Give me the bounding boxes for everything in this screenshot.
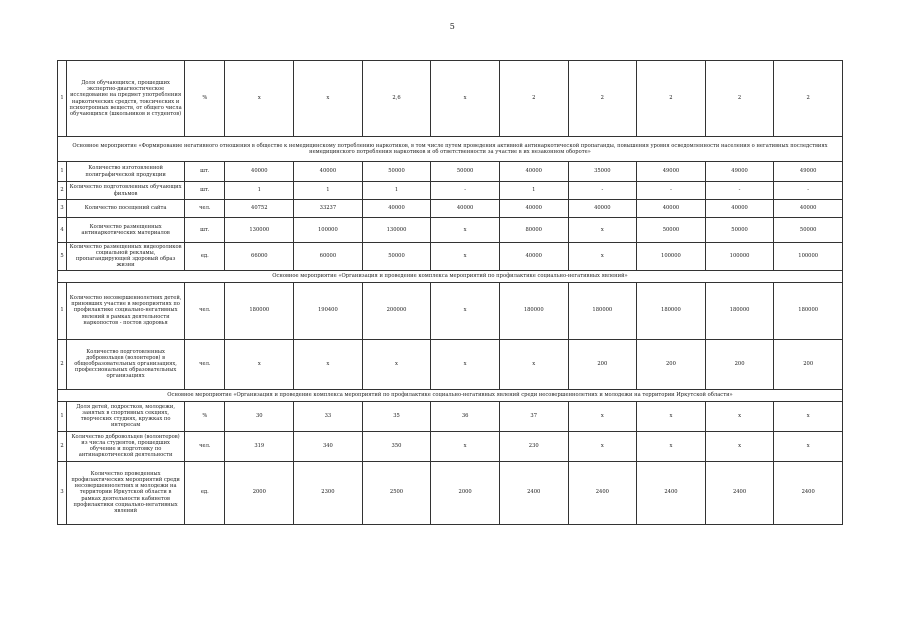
unit-cell: шт. — [185, 162, 225, 182]
row-number: 3 — [58, 200, 67, 218]
value-cell: x — [225, 61, 294, 137]
page-number: 5 — [449, 22, 456, 31]
row-number: 5 — [58, 243, 67, 271]
value-cell: 40000 — [431, 200, 500, 218]
unit-cell: чел. — [185, 431, 225, 461]
value-cell: 2400 — [705, 461, 774, 524]
value-cell: 2 — [705, 61, 774, 137]
table-row — [58, 61, 843, 137]
value-cell: x — [362, 339, 431, 389]
unit-cell: чел. — [185, 282, 225, 339]
value-cell: 50000 — [637, 218, 706, 243]
value-cell: - — [774, 182, 843, 200]
value-cell: 2,6 — [362, 61, 431, 137]
table-row — [58, 461, 843, 524]
value-cell: x — [705, 401, 774, 431]
value-cell: 130000 — [362, 218, 431, 243]
row-number: 1 — [58, 61, 67, 137]
section-title: Основное мероприятие «Формирование негативного отношения в обществе к немедицинскому потреблению наркотиков, в том числе путем проведения активной антинаркотической пропаганды, повышения уровня осведомленности населения о негативных последствиях немедицинского потребления наркотиков и об ответственности за участие в их незаконном обороте» — [58, 137, 843, 162]
value-cell: x — [774, 401, 843, 431]
row-number: 2 — [58, 182, 67, 200]
indicator-name: Количество изготовленной полиграфической продукции — [67, 162, 185, 182]
value-cell: 1 — [225, 182, 294, 200]
value-cell: 33 — [294, 401, 363, 431]
value-cell: - — [637, 182, 706, 200]
value-cell: 2300 — [294, 461, 363, 524]
row-number: 3 — [58, 461, 67, 524]
value-cell: 33237 — [294, 200, 363, 218]
value-cell: x — [568, 218, 637, 243]
indicator-name: Доля детей, подростков, молодежи, занятых в спортивных секциях, творческих студиях, кружках по интересам — [67, 401, 185, 431]
section-header-row — [58, 270, 843, 282]
value-cell: 2400 — [499, 461, 568, 524]
value-cell: 1 — [499, 182, 568, 200]
value-cell: 66000 — [225, 243, 294, 271]
value-cell: 1 — [294, 182, 363, 200]
value-cell: - — [568, 182, 637, 200]
value-cell: x — [431, 339, 500, 389]
table-row — [58, 200, 843, 218]
indicator-name: Количество размещенных антинаркотических материалов — [67, 218, 185, 243]
table-row — [58, 218, 843, 243]
value-cell: 130000 — [225, 218, 294, 243]
indicator-name: Количество размещенных видеороликов социальной рекламы, пропагандирующей здоровый образ жизни — [67, 243, 185, 271]
indicator-name: Количество посещений сайта — [67, 200, 185, 218]
value-cell: x — [294, 339, 363, 389]
unit-cell: ед. — [185, 243, 225, 271]
indicator-name: Количество подготовленных обучающих фильмов — [67, 182, 185, 200]
value-cell: x — [568, 401, 637, 431]
value-cell: 2500 — [362, 461, 431, 524]
value-cell: 100000 — [637, 243, 706, 271]
unit-cell: % — [185, 61, 225, 137]
value-cell: 180000 — [568, 282, 637, 339]
value-cell: - — [705, 182, 774, 200]
value-cell: 40000 — [294, 162, 363, 182]
unit-cell: чел. — [185, 200, 225, 218]
value-cell: 40000 — [225, 162, 294, 182]
value-cell: 40000 — [499, 200, 568, 218]
value-cell: x — [294, 61, 363, 137]
value-cell: 190400 — [294, 282, 363, 339]
value-cell: 60000 — [294, 243, 363, 271]
indicator-name: Количество подготовленных добровольцев (волонтеров) в общеобразовательных организациях, профессиональных образовательных организациях — [67, 339, 185, 389]
value-cell: x — [568, 431, 637, 461]
value-cell: 35000 — [568, 162, 637, 182]
value-cell: 2 — [774, 61, 843, 137]
value-cell: 2000 — [431, 461, 500, 524]
table-row — [58, 243, 843, 271]
value-cell: 40000 — [499, 243, 568, 271]
value-cell: 100000 — [705, 243, 774, 271]
value-cell: 36 — [431, 401, 500, 431]
value-cell: x — [225, 339, 294, 389]
value-cell: 49000 — [637, 162, 706, 182]
value-cell: x — [431, 282, 500, 339]
unit-cell: шт. — [185, 218, 225, 243]
table-row — [58, 339, 843, 389]
value-cell: 180000 — [225, 282, 294, 339]
row-number: 1 — [58, 401, 67, 431]
value-cell: 2 — [568, 61, 637, 137]
value-cell: 319 — [225, 431, 294, 461]
row-number: 2 — [58, 431, 67, 461]
table-row — [58, 431, 843, 461]
value-cell: - — [431, 182, 500, 200]
indicator-table — [57, 60, 843, 525]
value-cell: 40000 — [774, 200, 843, 218]
indicator-name: Количество несовершеннолетних детей, принявших участие в мероприятиях по профилактике социально-негативных явлений в рамках деятельности наркопостов - постов здоровья — [67, 282, 185, 339]
section-header-row — [58, 137, 843, 162]
value-cell: x — [431, 61, 500, 137]
unit-cell: шт. — [185, 182, 225, 200]
section-title: Основное мероприятие «Организация и проведение комплекса мероприятий по профилактике социально-негативных явлений среди несовершеннолетних и молодежи на территории Иркутской области» — [58, 389, 843, 401]
value-cell: 40752 — [225, 200, 294, 218]
value-cell: 2400 — [568, 461, 637, 524]
value-cell: 40000 — [568, 200, 637, 218]
value-cell: 2400 — [637, 461, 706, 524]
table-row — [58, 182, 843, 200]
value-cell: 2 — [499, 61, 568, 137]
indicator-name: Количество проведенных профилактических мероприятий среди несовершеннолетних и молодежи на территории Иркутской области в рамках деятельности кабинетов профилактики социально-негативных явлений — [67, 461, 185, 524]
value-cell: 40000 — [499, 162, 568, 182]
value-cell: x — [637, 401, 706, 431]
value-cell: 350 — [362, 431, 431, 461]
value-cell: 200 — [705, 339, 774, 389]
value-cell: 1 — [362, 182, 431, 200]
value-cell: x — [431, 431, 500, 461]
value-cell: 100000 — [294, 218, 363, 243]
value-cell: x — [499, 339, 568, 389]
value-cell: 200 — [637, 339, 706, 389]
value-cell: x — [431, 218, 500, 243]
indicator-name: Количество добровольцев (волонтеров) из числа студентов, прошедших обучение и подготовку по антинаркотической деятельности — [67, 431, 185, 461]
value-cell: 50000 — [362, 243, 431, 271]
value-cell: 180000 — [705, 282, 774, 339]
table-row — [58, 401, 843, 431]
value-cell: 50000 — [362, 162, 431, 182]
value-cell: 230 — [499, 431, 568, 461]
unit-cell: % — [185, 401, 225, 431]
section-title: Основное мероприятие «Организация и проведение комплекса мероприятий по профилактике социально-негативных явлений» — [58, 270, 843, 282]
value-cell: x — [774, 431, 843, 461]
value-cell: 200 — [774, 339, 843, 389]
row-number: 1 — [58, 162, 67, 182]
value-cell: 200000 — [362, 282, 431, 339]
value-cell: 50000 — [705, 218, 774, 243]
row-number: 4 — [58, 218, 67, 243]
section-header-row — [58, 389, 843, 401]
value-cell: 35 — [362, 401, 431, 431]
value-cell: 49000 — [774, 162, 843, 182]
value-cell: 40000 — [362, 200, 431, 218]
value-cell: 80000 — [499, 218, 568, 243]
value-cell: 30 — [225, 401, 294, 431]
table-row — [58, 282, 843, 339]
value-cell: 2000 — [225, 461, 294, 524]
value-cell: 37 — [499, 401, 568, 431]
value-cell: x — [637, 431, 706, 461]
value-cell: 2 — [637, 61, 706, 137]
value-cell: x — [705, 431, 774, 461]
value-cell: 340 — [294, 431, 363, 461]
table-row — [58, 162, 843, 182]
value-cell: 50000 — [431, 162, 500, 182]
row-number: 2 — [58, 339, 67, 389]
value-cell: x — [431, 243, 500, 271]
value-cell: 50000 — [774, 218, 843, 243]
value-cell: 49000 — [705, 162, 774, 182]
row-number: 1 — [58, 282, 67, 339]
value-cell: 180000 — [637, 282, 706, 339]
unit-cell: чел. — [185, 339, 225, 389]
value-cell: 180000 — [774, 282, 843, 339]
value-cell: x — [568, 243, 637, 271]
value-cell: 40000 — [637, 200, 706, 218]
value-cell: 2400 — [774, 461, 843, 524]
value-cell: 40000 — [705, 200, 774, 218]
unit-cell: ед. — [185, 461, 225, 524]
value-cell: 180000 — [499, 282, 568, 339]
indicator-name: Доля обучающихся, прошедших экспертно-диагностическое исследование на предмет употребления наркотических средств, токсических и психотропных веществ, от общего числа обучающихся (школьников и студентов) — [67, 61, 185, 137]
value-cell: 100000 — [774, 243, 843, 271]
value-cell: 200 — [568, 339, 637, 389]
